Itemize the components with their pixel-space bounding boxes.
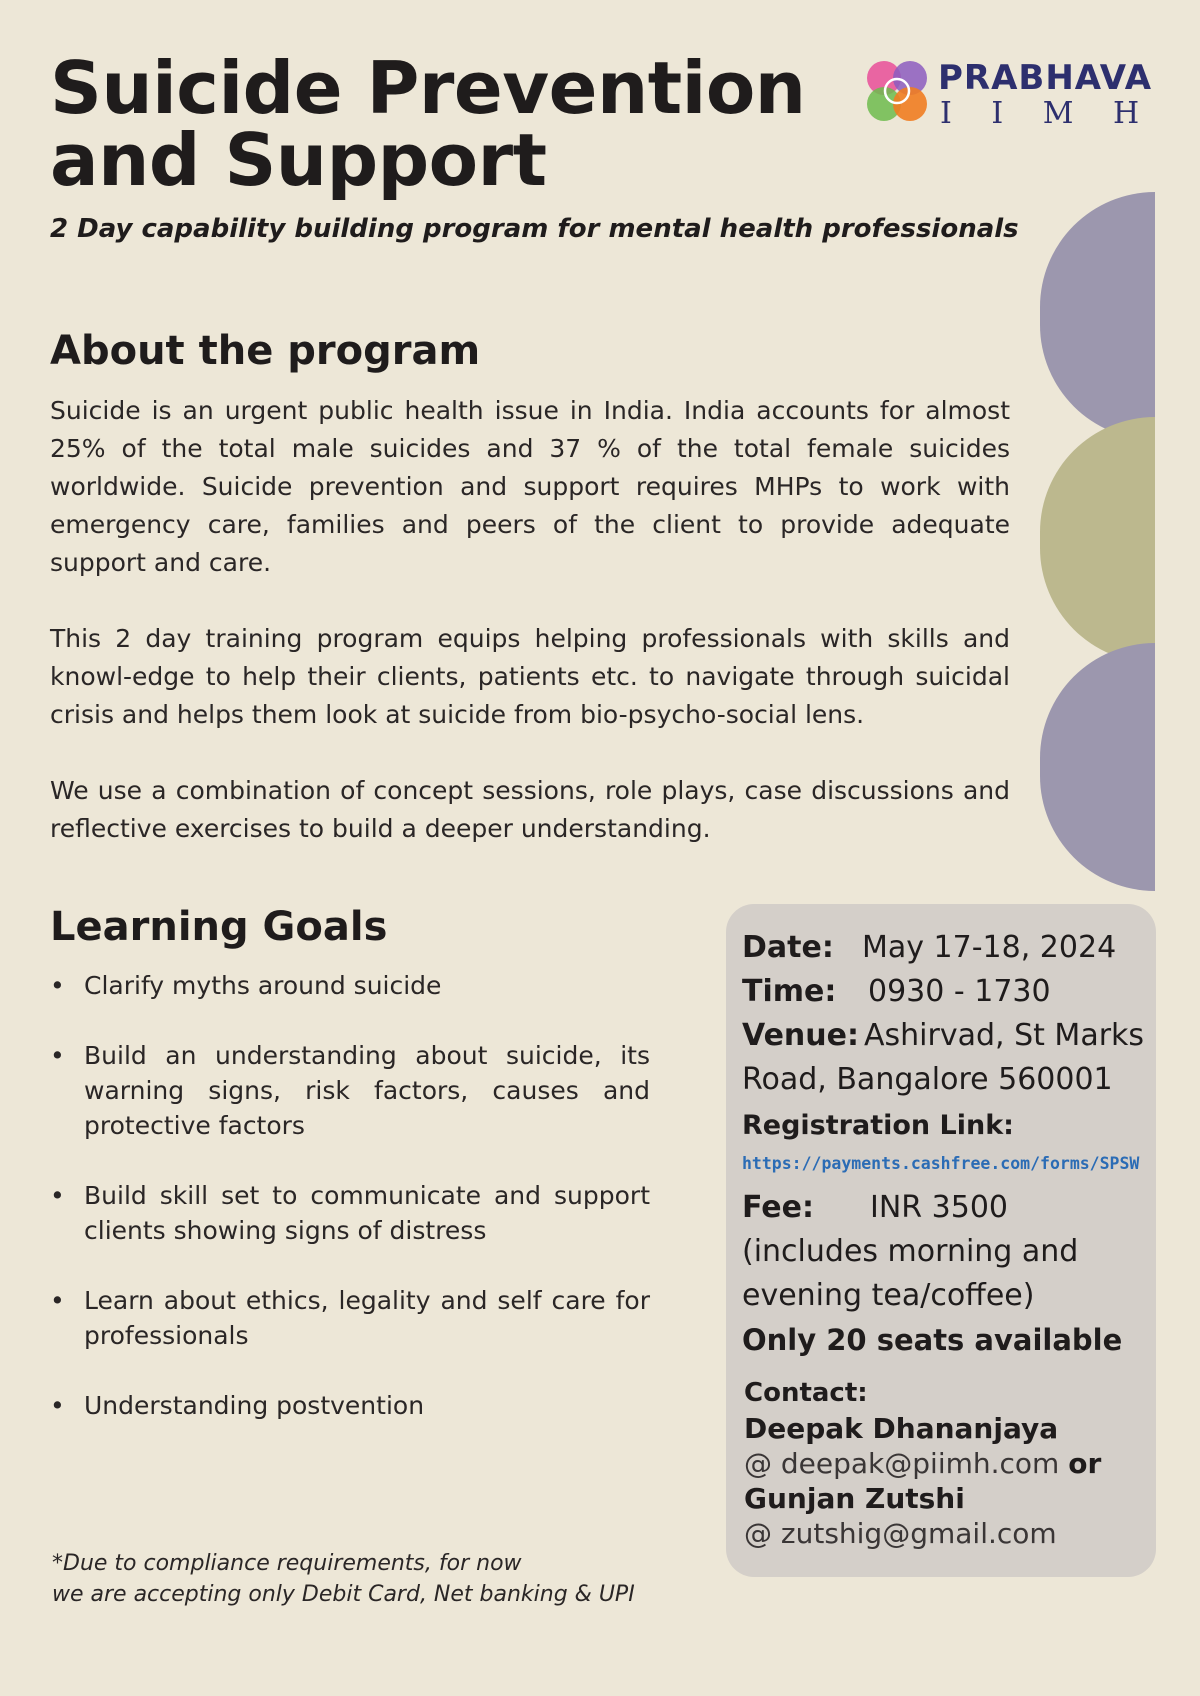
goal-item: • Clarify myths around suicide <box>50 968 650 1003</box>
decorative-half-circle-olive <box>1040 417 1155 663</box>
date-label: Date: <box>742 930 834 965</box>
contact-email-1[interactable]: @ deepak@piimh.com <box>744 1447 1060 1480</box>
logo-name: PRABHAVA <box>938 58 1153 98</box>
goal-item: • Learn about ethics, legality and self care for professionals <box>50 1283 650 1353</box>
payment-note-line-1: *Due to compliance requirements, for now <box>52 1551 522 1576</box>
fee-note-line-1: (includes morning and <box>742 1234 1079 1269</box>
contact-email-1-row <box>744 1447 1101 1480</box>
time-value: 0930 - 1730 <box>868 974 1051 1009</box>
prabhava-logo <box>862 56 1153 131</box>
about-paragraph: Suicide is an urgent public health issue in India. India accounts for almost 25% of the total male suicides and 37 % of the total female suicides worldwide. Suicide prevention and support requires MHPs to work with emergency care, families and peers of the client to provide adequate support and care. <box>50 396 1010 577</box>
logo-subtitle: I I M H <box>940 96 1140 131</box>
fee-note-line-2: evening tea/coffee) <box>742 1278 1035 1313</box>
date-row <box>742 926 1116 970</box>
payment-note <box>52 1548 692 1610</box>
registration-link[interactable]: https://payments.cashfree.com/forms/SPSW <box>742 1154 1140 1173</box>
contact-block <box>744 1376 1101 1551</box>
registration-label: Registration Link: <box>742 1110 1014 1141</box>
time-label: Time: <box>742 974 837 1009</box>
payment-note-line-2: we are accepting only Debit Card, Net banking & UPI <box>52 1582 635 1607</box>
venue-value-line-2: Road, Bangalore 560001 <box>742 1062 1113 1097</box>
learning-goals-heading: Learning Goals <box>50 904 388 950</box>
learning-goals-list <box>50 968 650 1458</box>
venue-value-line-1: Ashirvad, St Marks <box>864 1018 1145 1053</box>
decorative-half-circle-lavender-top <box>1040 192 1155 440</box>
time-row <box>742 970 1051 1014</box>
contact-person-1: Deepak Dhananjaya <box>744 1412 1059 1445</box>
date-value: May 17-18, 2024 <box>862 930 1117 965</box>
contact-label: Contact: <box>744 1378 868 1408</box>
title-line-1: Suicide Prevention <box>50 46 806 130</box>
about-heading: About the program <box>50 328 481 374</box>
page-title <box>50 46 806 202</box>
about-body <box>50 392 1010 886</box>
decorative-half-circle-lavender-bottom <box>1040 643 1155 891</box>
fee-row <box>742 1186 1008 1230</box>
contact-email-2[interactable]: @ zutshig@gmail.com <box>744 1517 1057 1550</box>
title-line-2: and Support <box>50 118 547 202</box>
about-paragraph: This 2 day training program equips helping professionals with skills and knowl-edge to help their clients, patients etc. to navigate through suicidal crisis and helps them look at suicide from bio-psycho-social lens. <box>50 624 1010 729</box>
logo-circles-icon <box>862 56 932 126</box>
seats-availability: Only 20 seats available <box>742 1323 1123 1357</box>
about-paragraph: We use a combination of concept sessions, role plays, case discussions and reflective exercises to build a deeper understanding. <box>50 776 1010 843</box>
venue-row <box>742 1014 1144 1058</box>
subtitle: 2 Day capability building program for mental health professionals <box>50 214 1019 244</box>
event-info-panel <box>726 904 1156 1577</box>
fee-value: INR 3500 <box>870 1190 1009 1225</box>
fee-label: Fee: <box>742 1190 814 1225</box>
venue-label: Venue: <box>742 1018 859 1053</box>
goal-item: • Build an understanding about suicide, its warning signs, risk factors, causes and protective factors <box>50 1038 650 1143</box>
contact-or: or <box>1068 1447 1102 1480</box>
goal-item: • Build skill set to communicate and support clients showing signs of distress <box>50 1178 650 1248</box>
goal-item: • Understanding postvention <box>50 1388 650 1423</box>
contact-person-2: Gunjan Zutshi <box>744 1482 965 1515</box>
